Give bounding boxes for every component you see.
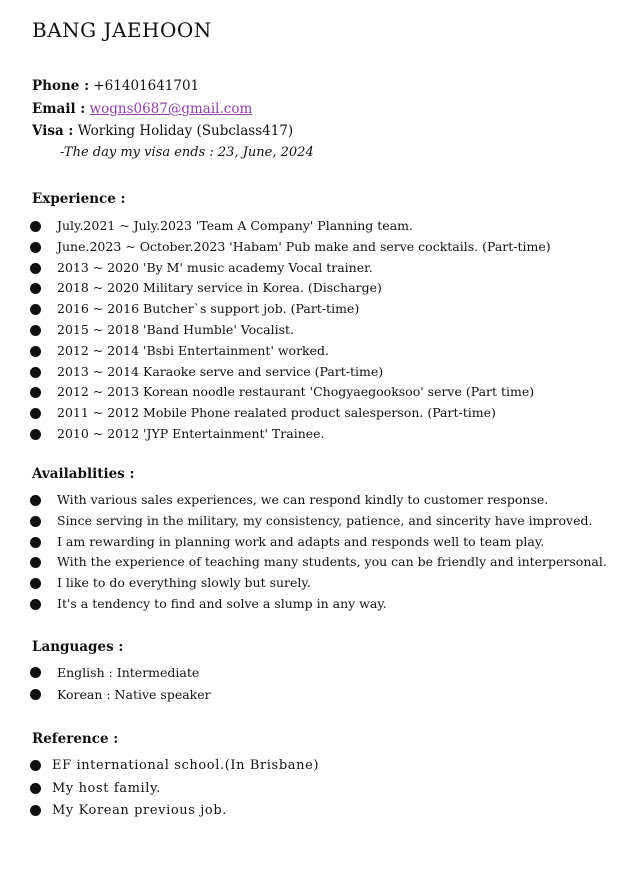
experience-item-text: 2010 ~ 2012 'JYP Entertainment' Trainee. xyxy=(57,425,325,441)
availability-item-text: With the experience of teaching many students, you can be friendly and interpersonal. xyxy=(57,554,607,570)
bullet-icon xyxy=(30,367,41,378)
reference-item-text: My host family. xyxy=(52,780,161,796)
availability-item-text: I am rewarding in planning work and adapts and responds well to team play. xyxy=(57,533,545,549)
bullet-icon xyxy=(30,242,41,253)
bullet-icon xyxy=(30,805,41,816)
applicant-name: BANG JAEHOON xyxy=(32,18,212,42)
experience-item-text: 2011 ~ 2012 Mobile Phone realated product salesperson. (Part-time) xyxy=(57,405,496,421)
bullet-icon xyxy=(30,599,41,610)
availability-item-text: With various sales experiences, we can respond kindly to customer response. xyxy=(57,492,549,507)
bullet-icon xyxy=(30,689,41,700)
bullet-icon xyxy=(30,557,41,568)
bullet-icon xyxy=(30,283,41,294)
availability-item-text: Since serving in the military, my consistency, patience, and sincerity have improved. xyxy=(57,512,593,528)
language-item-text: Korean : Native speaker xyxy=(57,687,211,702)
languages-title: Languages : xyxy=(32,639,124,655)
phone-line xyxy=(32,78,199,94)
experience-item-text: 2012 ~ 2014 'Bsbi Entertainment' worked. xyxy=(57,342,330,358)
visa-label: Visa : xyxy=(32,123,74,139)
experience-item-text: 2012 ~ 2013 Korean noodle restaurant 'Chogyaegooksoo' serve (Part time) xyxy=(57,384,535,400)
visa-note: -The day my visa ends : 23, June, 2024 xyxy=(60,145,314,160)
visa-line xyxy=(32,123,293,139)
bullet-icon xyxy=(30,346,41,357)
bullet-icon xyxy=(30,429,41,440)
experience-item-text: 2016 ~ 2016 Butcher`s support job. (Part-time) xyxy=(57,301,360,317)
bullet-icon xyxy=(30,667,41,678)
bullet-icon xyxy=(30,408,41,419)
reference-item-text: EF international school.(In Brisbane) xyxy=(52,758,320,773)
email-link[interactable]: wogns0687@gmail.com xyxy=(89,101,253,117)
bullet-icon xyxy=(30,495,41,506)
language-item-text: English : Intermediate xyxy=(57,665,200,680)
experience-item-text: 2013 ~ 2014 Karaoke serve and service (Part-time) xyxy=(57,363,384,379)
availabilities-title: Availablities : xyxy=(32,466,135,482)
experience-title: Experience : xyxy=(32,191,126,207)
reference-item-text: My Korean previous job. xyxy=(52,803,227,818)
experience-item-text: 2018 ~ 2020 Military service in Korea. (Discharge) xyxy=(57,280,382,296)
experience-item-text: July.2021 ~ July.2023 'Team A Company' Planning team. xyxy=(57,218,413,233)
email-label: Email : xyxy=(32,101,86,117)
bullet-icon xyxy=(30,387,41,398)
bullet-icon xyxy=(30,263,41,274)
phone-value: +61401641701 xyxy=(93,78,200,94)
phone-label: Phone : xyxy=(32,78,90,94)
availability-item-text: It's a tendency to find and solve a slump in any way. xyxy=(57,595,387,611)
experience-item-text: 2013 ~ 2020 'By M' music academy Vocal trainer. xyxy=(57,259,373,275)
bullet-icon xyxy=(30,516,41,527)
email-line xyxy=(32,101,252,117)
visa-value: Working Holiday (Subclass417) xyxy=(77,123,294,139)
reference-title: Reference : xyxy=(32,731,119,747)
bullet-icon xyxy=(30,578,41,589)
bullet-icon xyxy=(30,221,41,232)
bullet-icon xyxy=(30,304,41,315)
experience-item-text: 2015 ~ 2018 'Band Humble' Vocalist. xyxy=(57,321,294,337)
bullet-icon xyxy=(30,783,41,794)
bullet-icon xyxy=(30,537,41,548)
bullet-icon xyxy=(30,325,41,336)
bullet-icon xyxy=(30,760,41,771)
experience-item-text: June.2023 ~ October.2023 'Habam' Pub make and serve cocktails. (Part-time) xyxy=(57,238,551,254)
availability-item-text: I like to do everything slowly but surely. xyxy=(57,575,311,591)
